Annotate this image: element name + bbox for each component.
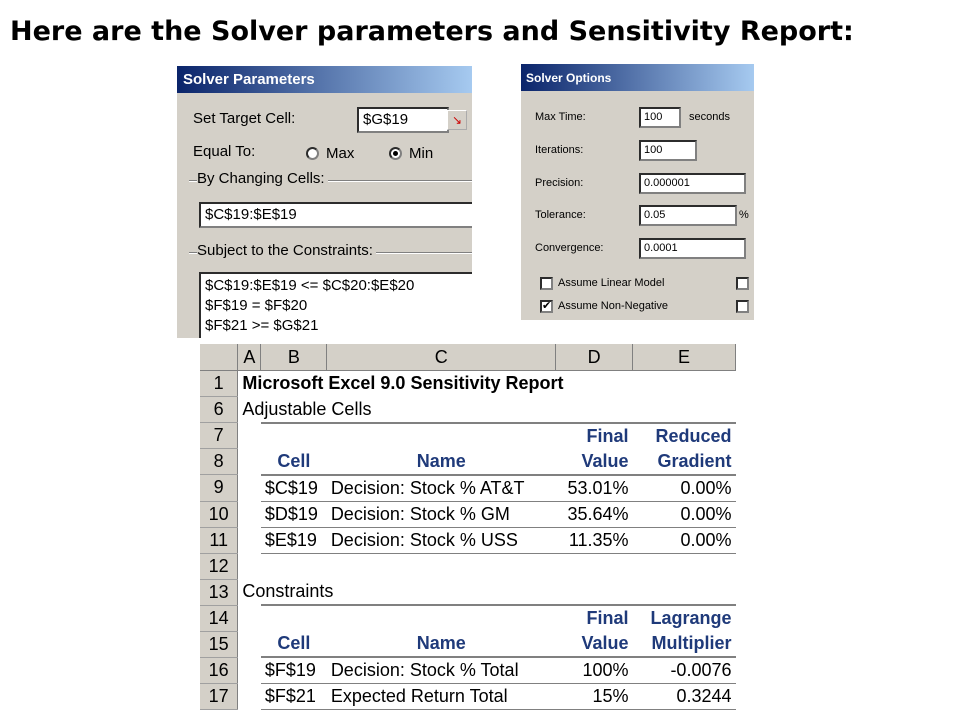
solver-parameters-titlebar: Solver Parameters bbox=[177, 66, 472, 93]
column-header-a[interactable]: A bbox=[238, 344, 261, 371]
cell-final-value[interactable]: 100% bbox=[556, 657, 633, 684]
row-header[interactable]: 11 bbox=[200, 527, 238, 553]
cell[interactable] bbox=[327, 423, 556, 449]
sensitivity-report-sheet bbox=[200, 344, 736, 720]
precision-input[interactable]: 0.000001 bbox=[639, 173, 746, 194]
cell[interactable] bbox=[238, 501, 261, 527]
solver-options-dialog bbox=[521, 64, 754, 320]
target-cell-input[interactable]: $G$19 bbox=[357, 107, 449, 133]
right-checkbox-2[interactable] bbox=[736, 300, 749, 313]
precision-label: Precision: bbox=[535, 177, 584, 189]
cell-ref[interactable]: $E$19 bbox=[261, 527, 327, 553]
assume-linear-label: Assume Linear Model bbox=[558, 277, 665, 289]
row-header[interactable]: 12 bbox=[200, 553, 238, 579]
cell-reduced-gradient[interactable]: 0.00% bbox=[633, 527, 736, 553]
row-header[interactable]: 1 bbox=[200, 371, 238, 397]
tolerance-input[interactable]: 0.05 bbox=[639, 205, 737, 226]
cell[interactable] bbox=[238, 631, 261, 657]
cell-ref[interactable]: $D$19 bbox=[261, 501, 327, 527]
cell-lagrange-multiplier[interactable]: 0.3244 bbox=[633, 684, 736, 710]
constraints-section-label[interactable]: Constraints bbox=[242, 581, 334, 601]
row-header[interactable]: 7 bbox=[200, 423, 238, 449]
cell[interactable] bbox=[238, 684, 261, 710]
header-gradient[interactable]: Gradient bbox=[633, 449, 736, 475]
right-checkbox-1[interactable] bbox=[736, 277, 749, 290]
row-header[interactable]: 14 bbox=[200, 605, 238, 631]
min-radio-label: Min bbox=[409, 145, 434, 162]
cell[interactable] bbox=[238, 527, 261, 553]
cell-final-value[interactable]: 15% bbox=[556, 684, 633, 710]
adjustable-cells-label[interactable]: Adjustable Cells bbox=[242, 398, 372, 419]
solver-parameters-dialog bbox=[177, 66, 472, 338]
solver-options-titlebar: Solver Options bbox=[521, 64, 754, 91]
header-cell[interactable]: Cell bbox=[261, 631, 327, 657]
equal-to-label: Equal To: bbox=[193, 143, 256, 160]
cell-ref[interactable]: $C$19 bbox=[261, 475, 327, 502]
cell-reduced-gradient[interactable]: 0.00% bbox=[633, 475, 736, 502]
table-row bbox=[200, 423, 736, 449]
collapse-dialog-icon: ↘ bbox=[451, 113, 463, 127]
row-header[interactable]: 8 bbox=[200, 449, 238, 475]
row-header[interactable]: 9 bbox=[200, 475, 238, 502]
table-row bbox=[200, 397, 736, 423]
max-time-input[interactable]: 100 bbox=[639, 107, 681, 128]
iterations-label: Iterations: bbox=[535, 144, 584, 156]
cell-ref[interactable]: $F$19 bbox=[261, 657, 327, 684]
column-header-c[interactable]: C bbox=[327, 344, 556, 371]
target-cell-collapse-button[interactable] bbox=[447, 110, 467, 130]
cell-name[interactable]: Decision: Stock % Total bbox=[327, 657, 556, 684]
constraints-label: Subject to the Constraints: bbox=[197, 242, 376, 259]
row-header[interactable]: 17 bbox=[200, 684, 238, 710]
iterations-input[interactable]: 100 bbox=[639, 140, 697, 161]
table-row bbox=[200, 553, 736, 579]
max-time-label: Max Time: bbox=[535, 111, 586, 123]
checkmark-icon: ✔ bbox=[542, 300, 552, 312]
cell-final-value[interactable]: 53.01% bbox=[556, 475, 633, 502]
table-row bbox=[200, 475, 736, 502]
table-row bbox=[200, 501, 736, 527]
cell-name[interactable]: Decision: Stock % AT&T bbox=[327, 475, 556, 502]
table-row bbox=[200, 371, 736, 397]
cell-name[interactable]: Decision: Stock % GM bbox=[327, 501, 556, 527]
header-cell[interactable]: Cell bbox=[261, 449, 327, 475]
table-row bbox=[200, 684, 736, 710]
row-header[interactable]: 6 bbox=[200, 397, 238, 423]
changing-cells-input[interactable]: $C$19:$E$19 bbox=[199, 202, 472, 228]
cell[interactable] bbox=[238, 605, 261, 631]
header-name[interactable]: Name bbox=[327, 631, 556, 657]
max-radio-label: Max bbox=[326, 145, 355, 162]
cell[interactable] bbox=[261, 423, 327, 449]
header-value[interactable]: Value bbox=[556, 449, 633, 475]
column-header-e[interactable]: E bbox=[633, 344, 736, 371]
cell-lagrange-multiplier[interactable]: -0.0076 bbox=[633, 657, 736, 684]
table-row bbox=[200, 449, 736, 475]
row-header[interactable]: 10 bbox=[200, 501, 238, 527]
header-multiplier[interactable]: Multiplier bbox=[633, 631, 736, 657]
header-value[interactable]: Value bbox=[556, 631, 633, 657]
convergence-label: Convergence: bbox=[535, 242, 604, 254]
report-title-cell[interactable]: Microsoft Excel 9.0 Sensitivity Report bbox=[242, 373, 564, 394]
cell[interactable] bbox=[327, 605, 556, 631]
row-header[interactable]: 13 bbox=[200, 579, 238, 605]
cell-name[interactable]: Decision: Stock % USS bbox=[327, 527, 556, 553]
table-row bbox=[200, 579, 736, 605]
constraints-list[interactable] bbox=[199, 272, 472, 338]
header-lagrange[interactable]: Lagrange bbox=[633, 605, 736, 631]
tolerance-label: Tolerance: bbox=[535, 209, 586, 221]
constraint-item[interactable]: $F$19 = $F$20 bbox=[205, 297, 308, 314]
table-row bbox=[200, 527, 736, 553]
min-radio[interactable] bbox=[389, 147, 402, 160]
constraint-item[interactable]: $C$19:$E$19 <= $C$20:$E$20 bbox=[205, 277, 415, 294]
header-name[interactable]: Name bbox=[327, 449, 556, 475]
target-cell-label: Set Target Cell: bbox=[193, 110, 296, 127]
constraint-item[interactable]: $F$21 >= $G$21 bbox=[205, 317, 319, 334]
header-final[interactable]: Final bbox=[556, 423, 633, 449]
header-final[interactable]: Final bbox=[556, 605, 633, 631]
cell-final-value[interactable]: 11.35% bbox=[556, 527, 633, 553]
changing-cells-label: By Changing Cells: bbox=[197, 170, 328, 187]
convergence-input[interactable]: 0.0001 bbox=[639, 238, 746, 259]
select-all-corner[interactable] bbox=[200, 344, 238, 371]
cell[interactable] bbox=[238, 475, 261, 502]
header-reduced[interactable]: Reduced bbox=[633, 423, 736, 449]
cell[interactable] bbox=[238, 657, 261, 684]
max-time-unit: seconds bbox=[689, 111, 730, 123]
assume-non-negative-label: Assume Non-Negative bbox=[558, 300, 669, 312]
table-row bbox=[200, 657, 736, 684]
max-radio[interactable] bbox=[306, 147, 319, 160]
assume-linear-checkbox[interactable] bbox=[540, 277, 553, 290]
assume-non-negative-checkbox[interactable] bbox=[540, 300, 553, 313]
cell-final-value[interactable]: 35.64% bbox=[556, 501, 633, 527]
sensitivity-table bbox=[200, 344, 736, 710]
tolerance-unit: % bbox=[739, 209, 749, 221]
slide-title: Here are the Solver parameters and Sensitivity Report: bbox=[10, 16, 854, 47]
cell[interactable] bbox=[238, 449, 261, 475]
table-row bbox=[200, 605, 736, 631]
column-header-d[interactable]: D bbox=[556, 344, 633, 371]
cell-ref[interactable]: $F$21 bbox=[261, 684, 327, 710]
cell-reduced-gradient[interactable]: 0.00% bbox=[633, 501, 736, 527]
cell[interactable] bbox=[238, 423, 261, 449]
cell[interactable] bbox=[261, 605, 327, 631]
column-header-b[interactable]: B bbox=[261, 344, 327, 371]
cell[interactable] bbox=[238, 553, 736, 579]
row-header[interactable]: 15 bbox=[200, 631, 238, 657]
table-row bbox=[200, 631, 736, 657]
row-header[interactable]: 16 bbox=[200, 657, 238, 684]
cell-name[interactable]: Expected Return Total bbox=[327, 684, 556, 710]
